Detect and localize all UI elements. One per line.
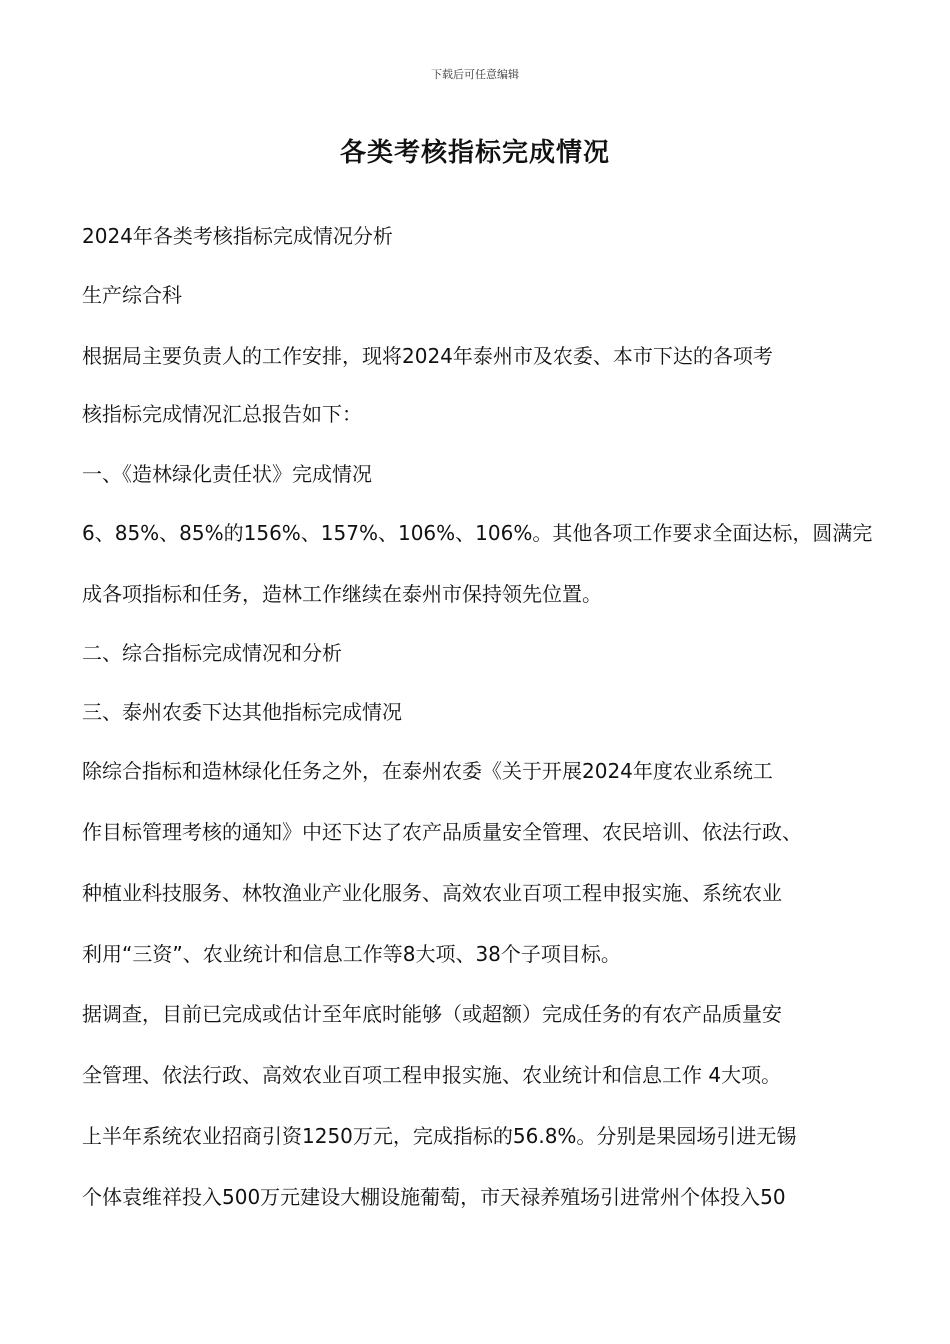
paragraph-line: 据调查，目前已完成或估计至年底时能够（或超额）完成任务的有农产品质量安 xyxy=(82,1002,782,1026)
header-note: 下载后可任意编辑 xyxy=(431,68,519,81)
document-title: 各类考核指标完成情况 xyxy=(339,138,610,168)
paragraph-line: 作目标管理考核的通知》中还下达了农产品质量安全管理、农民培训、依法行政、 xyxy=(82,820,802,844)
paragraph-line: 根据局主要负责人的工作安排，现将2024年泰州市及农委、本市下达的各项考 xyxy=(82,344,773,368)
section-heading: 二、综合指标完成情况和分析 xyxy=(82,641,342,665)
paragraph-line: 上半年系统农业招商引资1250万元，完成指标的56.8%。分别是果园场引进无锡 xyxy=(82,1124,797,1148)
department-line: 生产综合科 xyxy=(82,283,182,307)
subtitle-line: 2024年各类考核指标完成情况分析 xyxy=(82,224,393,248)
section-heading: 三、泰州农委下达其他指标完成情况 xyxy=(82,700,402,724)
paragraph-line: 全管理、依法行政、高效农业百项工程申报实施、农业统计和信息工作 4大项。 xyxy=(82,1063,782,1087)
paragraph-line: 6、85%、85%的156%、157%、106%、106%。其他各项工作要求全面达标，圆满完 xyxy=(82,521,873,545)
paragraph-line: 除综合指标和造林绿化任务之外，在泰州农委《关于开展2024年度农业系统工 xyxy=(82,759,773,783)
section-heading: 一、《造林绿化责任状》完成情况 xyxy=(82,462,372,486)
paragraph-line: 核指标完成情况汇总报告如下： xyxy=(82,402,362,426)
paragraph-line: 种植业科技服务、林牧渔业产业化服务、高效农业百项工程申报实施、系统农业 xyxy=(82,881,782,905)
paragraph-line: 成各项指标和任务，造林工作继续在泰州市保持领先位置。 xyxy=(82,582,602,606)
paragraph-line: 个体袁维祥投入500万元建设大棚设施葡萄，市天禄养殖场引进常州个体投入50 xyxy=(82,1185,786,1209)
paragraph-line: 利用“三资”、农业统计和信息工作等8大项、38个子项目标。 xyxy=(82,942,621,966)
